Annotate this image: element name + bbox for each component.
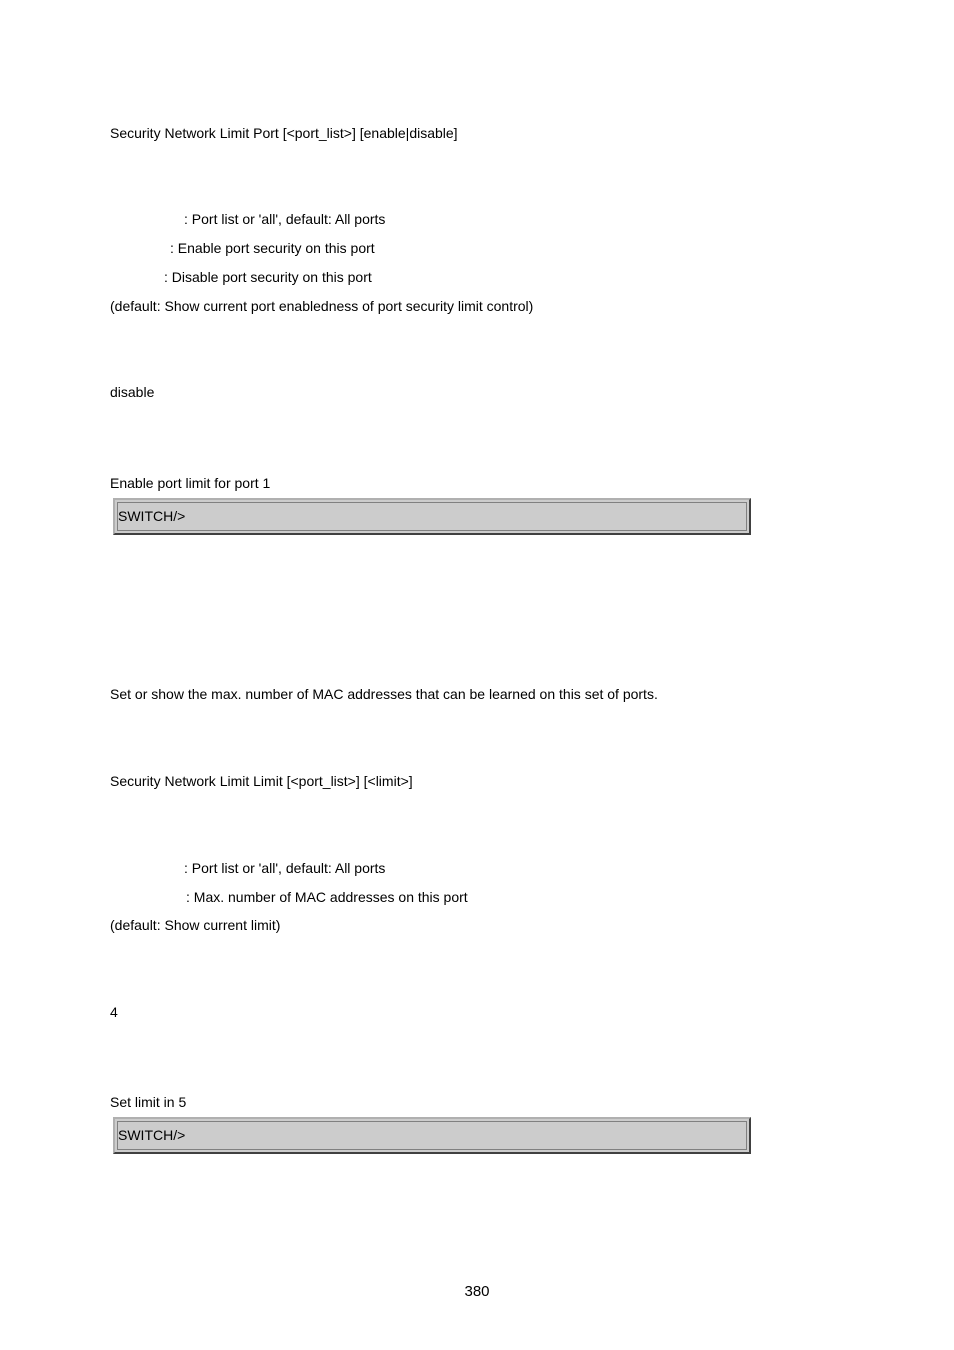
param-disable-desc: : Disable port security on this port [164,269,372,285]
limit-default-value: 4 [110,1004,118,1020]
param-enable-desc: : Enable port security on this port [170,240,375,256]
limit-syntax: Security Network Limit Limit [<port_list>] [<limit>] [110,773,413,789]
console-prompt: SWITCH/> [118,508,186,524]
console-prompt: SWITCH/> [118,1127,186,1143]
param-port-list-desc: : Port list or 'all', default: All ports [184,860,386,876]
page-number: 380 [464,1283,490,1300]
port-default-note: (default: Show current port enabledness of port security limit control) [110,298,534,314]
console-inner-frame [117,502,747,531]
limit-default-note: (default: Show current limit) [110,917,281,933]
console-example-limit [113,1117,751,1154]
port-syntax: Security Network Limit Port [<port_list>] [enable|disable] [110,125,458,141]
port-example-description: Enable port limit for port 1 [110,475,271,491]
param-limit-desc: : Max. number of MAC addresses on this port [186,889,468,905]
console-example-port [113,498,751,535]
limit-description: Set or show the max. number of MAC addresses that can be learned on this set of ports. [110,686,658,702]
limit-example-description: Set limit in 5 [110,1094,187,1110]
port-default-value: disable [110,384,155,400]
param-port-list-desc: : Port list or 'all', default: All ports [184,211,386,227]
console-inner-frame [117,1121,747,1150]
